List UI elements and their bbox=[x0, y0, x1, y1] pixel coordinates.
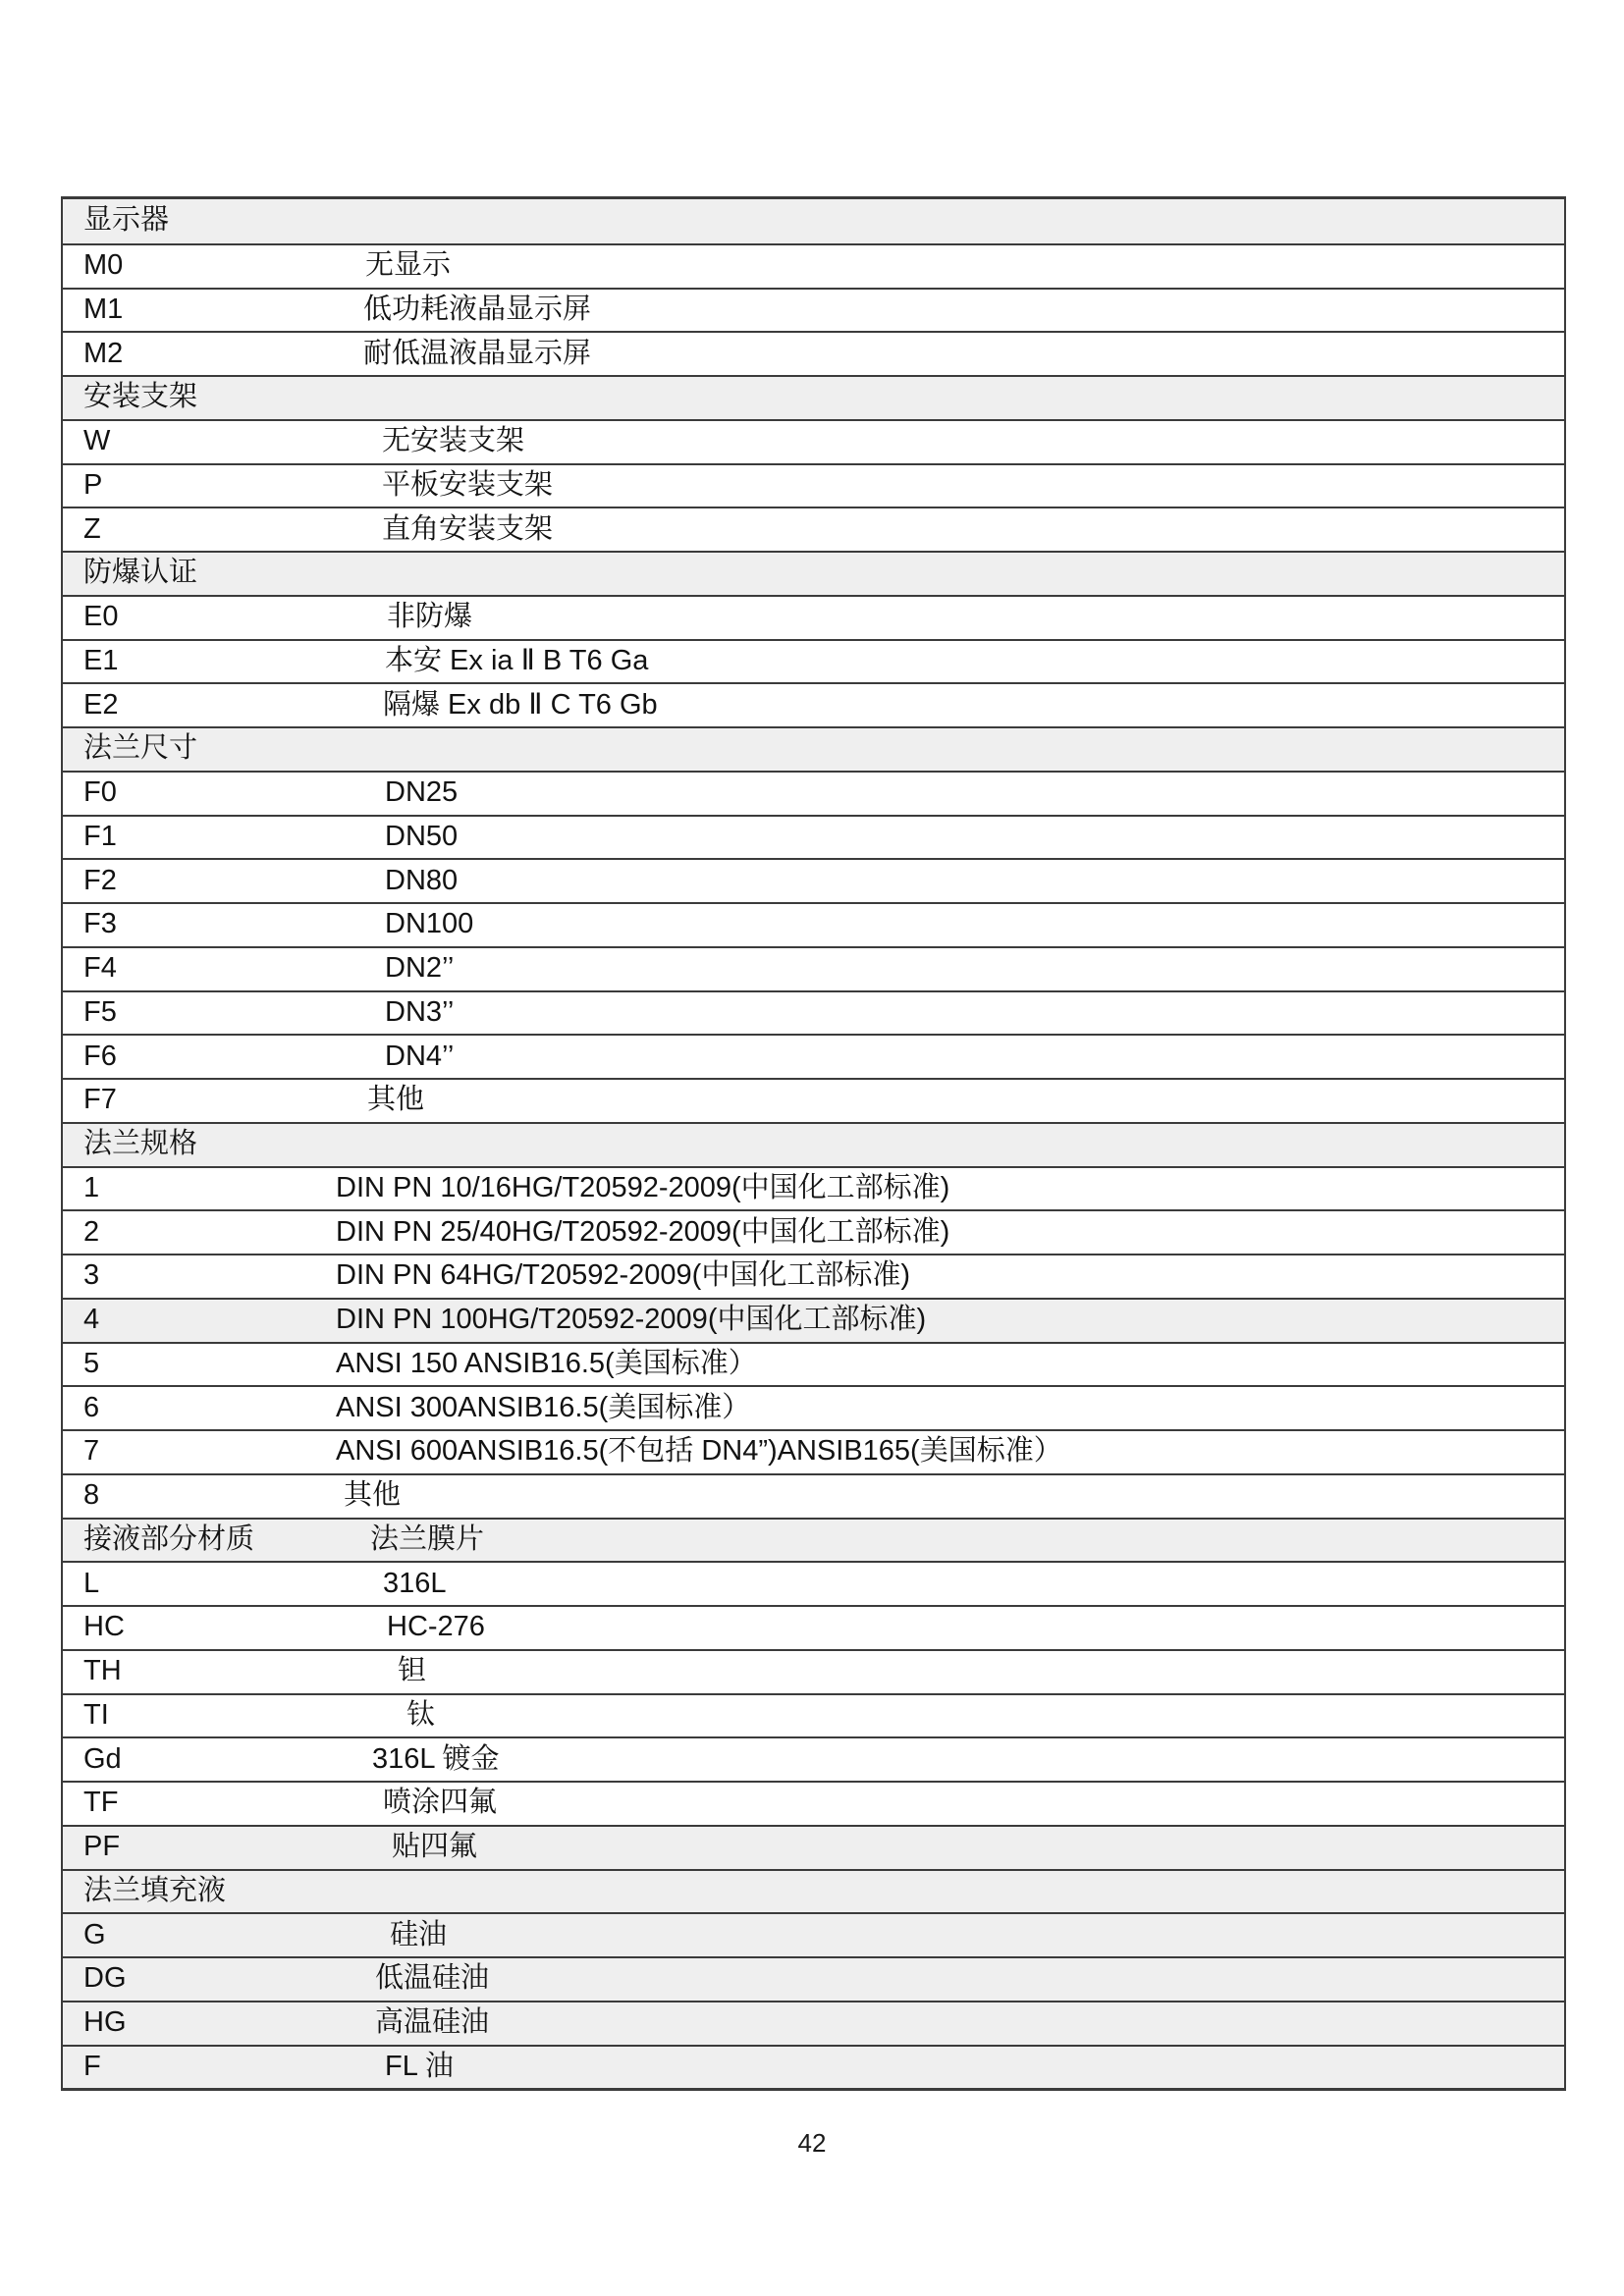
spec-table bbox=[61, 196, 1566, 2091]
table-row bbox=[63, 331, 1564, 375]
code-cell: L bbox=[83, 1567, 100, 1599]
code-cell: F1 bbox=[83, 820, 117, 852]
table-row bbox=[63, 463, 1564, 507]
table-row bbox=[63, 771, 1564, 815]
description-cell: DN80 bbox=[385, 864, 459, 896]
code-cell: F2 bbox=[83, 864, 117, 896]
code-cell: TH bbox=[83, 1655, 122, 1687]
description-cell: DN100 bbox=[385, 908, 474, 940]
description-cell: 本安 Ex ia Ⅱ B T6 Ga bbox=[385, 644, 649, 676]
description-cell: DIN PN 10/16HG/T20592-2009(中国化工部标准) bbox=[336, 1171, 950, 1203]
code-cell: PF bbox=[83, 1831, 121, 1863]
code-cell: W bbox=[83, 425, 111, 457]
description-cell: 耐低温液晶显示屏 bbox=[363, 337, 592, 369]
description-cell: 316L 镀金 bbox=[372, 1742, 500, 1775]
code-cell: 5 bbox=[83, 1347, 100, 1379]
code-cell: G bbox=[83, 1918, 106, 1950]
description-cell: 无安装支架 bbox=[382, 425, 525, 457]
table-row bbox=[63, 1429, 1564, 1473]
description-cell: 316L bbox=[383, 1567, 447, 1599]
description-cell: ANSI 600ANSIB16.5(不包括 DN4”)ANSIB165(美国标准） bbox=[336, 1435, 1062, 1468]
description-cell: DN50 bbox=[385, 820, 459, 852]
table-row bbox=[63, 946, 1564, 990]
description-cell: 其他 bbox=[367, 1084, 425, 1116]
description-cell: 无显示 bbox=[365, 249, 452, 282]
description-cell: 低温硅油 bbox=[375, 1962, 490, 1995]
section-title: 接液部分材质 bbox=[83, 1522, 255, 1555]
code-cell: E2 bbox=[83, 688, 119, 721]
section-title: 安装支架 bbox=[83, 381, 198, 413]
page-number: 42 bbox=[797, 2128, 827, 2158]
section-title: 显示器 bbox=[83, 204, 170, 237]
code-cell: F6 bbox=[83, 1040, 117, 1072]
section-header-row bbox=[63, 1122, 1564, 1166]
table-row bbox=[63, 2001, 1564, 2045]
table-row bbox=[63, 1034, 1564, 1078]
table-row bbox=[63, 1254, 1564, 1298]
code-cell: F0 bbox=[83, 776, 117, 809]
section-header-row bbox=[63, 726, 1564, 771]
description-cell: 非防爆 bbox=[387, 601, 473, 633]
description-cell: DN25 bbox=[385, 776, 459, 809]
table-row bbox=[63, 902, 1564, 946]
description-cell: ANSI 300ANSIB16.5(美国标准） bbox=[336, 1391, 751, 1423]
code-cell: 4 bbox=[83, 1304, 100, 1336]
section-header-row bbox=[63, 551, 1564, 595]
code-cell: P bbox=[83, 468, 103, 501]
table-row bbox=[63, 243, 1564, 288]
code-cell: F5 bbox=[83, 995, 117, 1028]
description-cell: DIN PN 64HG/T20592-2009(中国化工部标准) bbox=[336, 1259, 910, 1292]
table-row bbox=[63, 639, 1564, 683]
code-cell: E1 bbox=[83, 644, 119, 676]
section-title: 法兰尺寸 bbox=[83, 732, 198, 765]
description-cell: 其他 bbox=[344, 1479, 402, 1512]
section-title: 防爆认证 bbox=[83, 557, 198, 589]
code-cell: TI bbox=[83, 1698, 109, 1731]
description-cell: 贴四氟 bbox=[392, 1831, 478, 1863]
description-cell: ANSI 150 ANSIB16.5(美国标准） bbox=[336, 1347, 757, 1379]
table-row bbox=[63, 1473, 1564, 1518]
code-cell: 7 bbox=[83, 1435, 100, 1468]
table-row bbox=[63, 1825, 1564, 1869]
section-header-row bbox=[63, 199, 1564, 243]
code-cell: HC bbox=[83, 1611, 125, 1643]
code-cell: M0 bbox=[83, 249, 124, 282]
section-title: 法兰规格 bbox=[83, 1128, 198, 1160]
description-cell: 硅油 bbox=[390, 1918, 448, 1950]
code-cell: Gd bbox=[83, 1742, 122, 1775]
table-row bbox=[63, 1078, 1564, 1122]
description-cell: 钛 bbox=[406, 1698, 436, 1731]
table-row bbox=[63, 1649, 1564, 1693]
table-row bbox=[63, 1298, 1564, 1342]
table-row bbox=[63, 1385, 1564, 1429]
table-row bbox=[63, 682, 1564, 726]
code-cell: F bbox=[83, 2050, 101, 2082]
section-title: 法兰填充液 bbox=[83, 1874, 227, 1906]
description-cell: 隔爆 Ex db Ⅱ C T6 Gb bbox=[383, 688, 658, 721]
description-cell: 钽 bbox=[398, 1655, 427, 1687]
table-row bbox=[63, 815, 1564, 859]
code-cell: M1 bbox=[83, 293, 124, 325]
description-cell: 高温硅油 bbox=[375, 2006, 490, 2039]
description-cell: 直角安装支架 bbox=[382, 512, 554, 545]
code-cell: F7 bbox=[83, 1084, 117, 1116]
table-row bbox=[63, 419, 1564, 463]
code-cell: TF bbox=[83, 1787, 119, 1819]
table-row bbox=[63, 1693, 1564, 1737]
description-cell: 法兰膜片 bbox=[370, 1522, 485, 1555]
table-row bbox=[63, 1209, 1564, 1254]
table-row bbox=[63, 1781, 1564, 1825]
code-cell: 8 bbox=[83, 1479, 100, 1512]
section-header-row bbox=[63, 1518, 1564, 1562]
table-row bbox=[63, 1912, 1564, 1956]
table-row bbox=[63, 1342, 1564, 1386]
section-header-row bbox=[63, 375, 1564, 419]
code-cell: DG bbox=[83, 1962, 127, 1995]
table-row bbox=[63, 507, 1564, 551]
description-cell: FL 油 bbox=[385, 2050, 454, 2082]
code-cell: Z bbox=[83, 512, 101, 545]
description-cell: HC-276 bbox=[387, 1611, 485, 1643]
code-cell: 2 bbox=[83, 1215, 100, 1248]
description-cell: DIN PN 100HG/T20592-2009(中国化工部标准) bbox=[336, 1304, 927, 1336]
description-cell: DN2’’ bbox=[385, 952, 455, 985]
table-row bbox=[63, 990, 1564, 1035]
code-cell: M2 bbox=[83, 337, 124, 369]
code-cell: E0 bbox=[83, 601, 119, 633]
description-cell: DN4’’ bbox=[385, 1040, 455, 1072]
table-row bbox=[63, 595, 1564, 639]
table-row bbox=[63, 858, 1564, 902]
code-cell: F3 bbox=[83, 908, 117, 940]
table-row bbox=[63, 1605, 1564, 1649]
table-row bbox=[63, 2045, 1564, 2089]
code-cell: 6 bbox=[83, 1391, 100, 1423]
code-cell: HG bbox=[83, 2006, 127, 2039]
code-cell: 3 bbox=[83, 1259, 100, 1292]
description-cell: 低功耗液晶显示屏 bbox=[363, 293, 592, 325]
table-row bbox=[63, 288, 1564, 332]
description-cell: 喷涂四氟 bbox=[383, 1787, 498, 1819]
table-row bbox=[63, 1166, 1564, 1210]
table-row bbox=[63, 1956, 1564, 2001]
description-cell: DN3’’ bbox=[385, 995, 455, 1028]
description-cell: DIN PN 25/40HG/T20592-2009(中国化工部标准) bbox=[336, 1215, 950, 1248]
table-row bbox=[63, 1561, 1564, 1605]
code-cell: 1 bbox=[83, 1171, 100, 1203]
code-cell: F4 bbox=[83, 952, 117, 985]
description-cell: 平板安装支架 bbox=[382, 468, 554, 501]
table-row bbox=[63, 1736, 1564, 1781]
section-header-row bbox=[63, 1869, 1564, 1913]
